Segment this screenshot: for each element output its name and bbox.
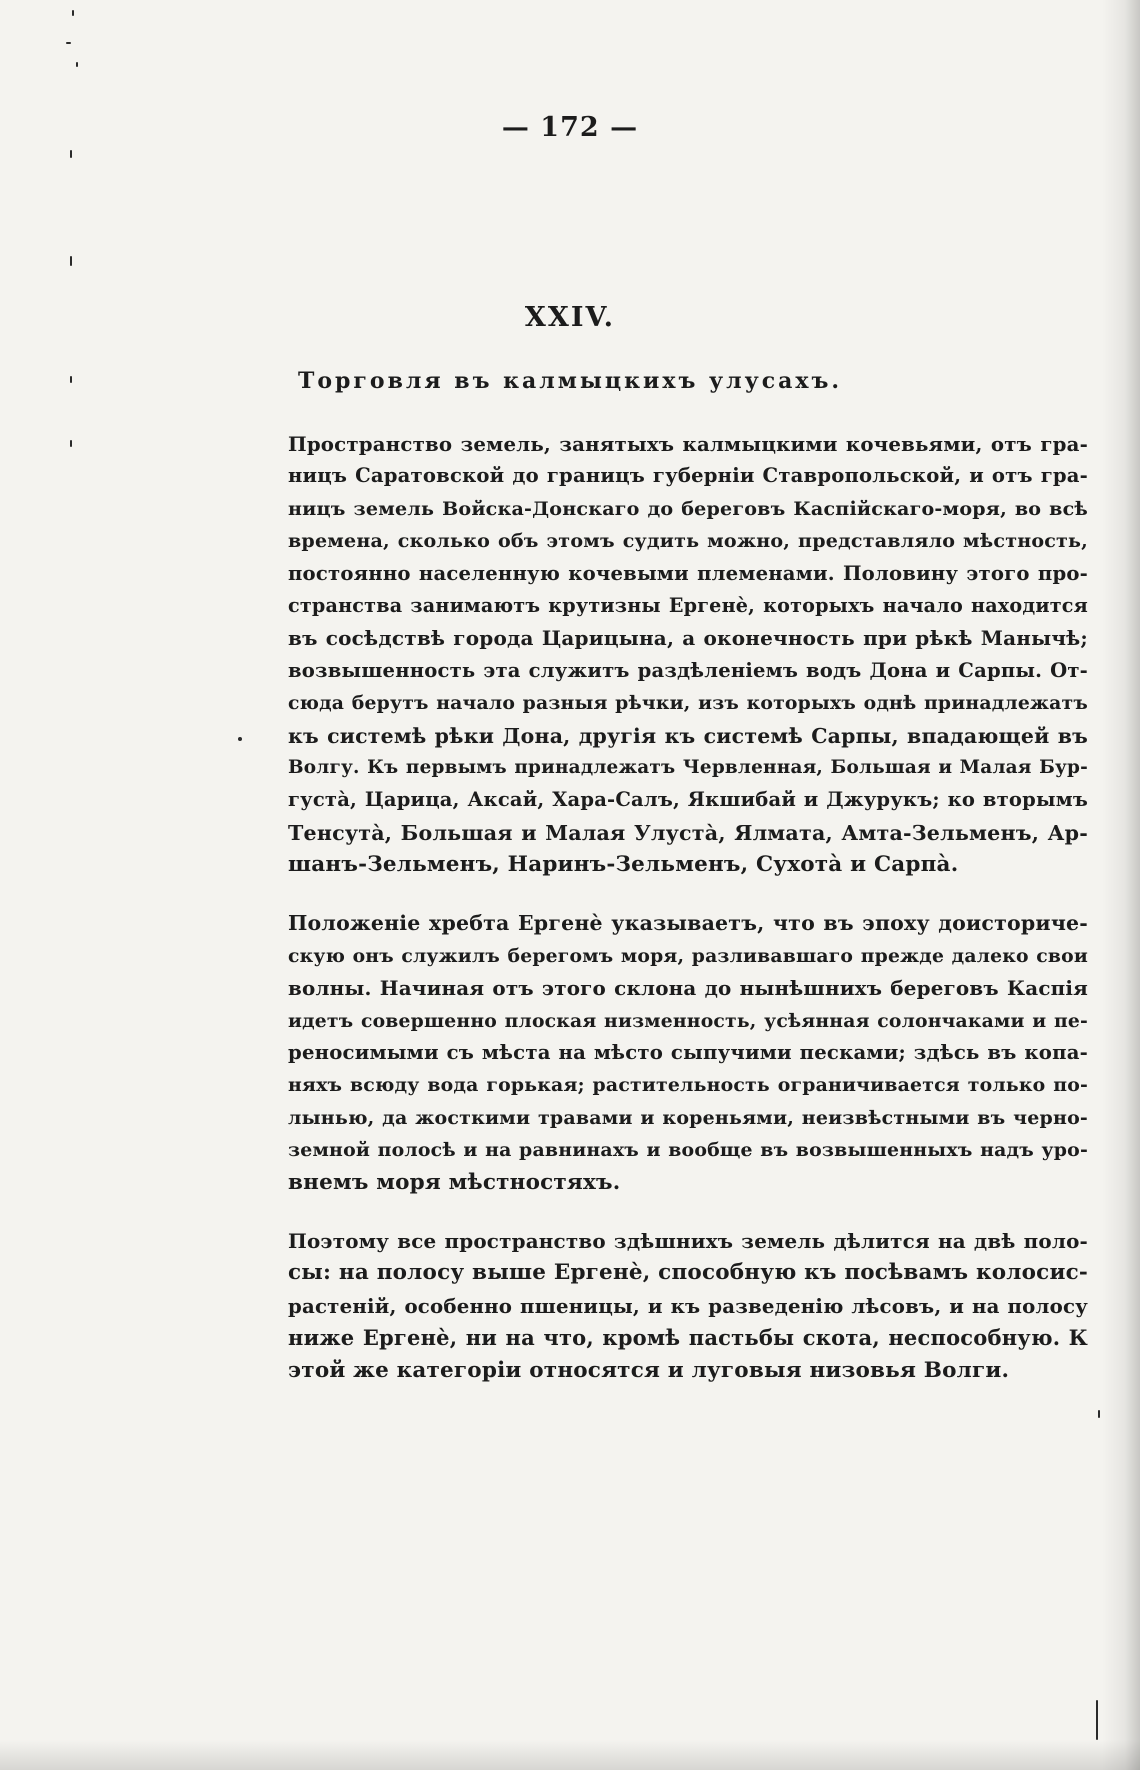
text-line: шанъ-Зельменъ, Наринъ-Зельменъ, Сухота̀ и Сарпа̀. bbox=[288, 852, 959, 878]
text-line: реносимыми съ мѣста на мѣсто сыпучими песками; здѣсь въ копа- bbox=[288, 1041, 1088, 1065]
paragraph-3 bbox=[288, 1225, 1088, 1387]
text-line: лынью, да жосткими травами и кореньями, неизвѣстными въ черно- bbox=[288, 1106, 1088, 1129]
text-line: растеній, особенно пшеницы, и къ разведенію лѣсовъ, и на полосу bbox=[288, 1293, 1088, 1318]
scan-speck bbox=[66, 42, 71, 44]
paragraph-1 bbox=[288, 428, 1088, 881]
page-bottom-shadow bbox=[0, 1740, 1140, 1770]
text-line: постоянно населенную кочевыми племенами. Половину этого про- bbox=[288, 561, 1088, 585]
text-line: сюда берутъ начало разныя рѣчки, изъ которыхъ однѣ принадлежатъ bbox=[288, 692, 1088, 715]
scan-speck bbox=[70, 440, 72, 447]
text-line: въ сосѣдствѣ города Царицына, а оконечность при рѣкѣ Манычѣ; bbox=[288, 626, 1088, 651]
text-line: сы: на полосу выше Ергенѐ, способную къ посѣвамъ колосис- bbox=[288, 1260, 1088, 1286]
text-line: Тенсута̀, Большая и Малая Улуста̀, Ялмата, Амта-Зельменъ, Ар- bbox=[288, 820, 1088, 845]
text-line: ниже Ергенѐ, ни на что, кромѣ пастьбы скота, неспособную. К bbox=[288, 1325, 1088, 1351]
scan-speck bbox=[238, 737, 242, 741]
text-line: Волгу. Къ первымъ принадлежатъ Червленная, Большая и Малая Бур- bbox=[288, 756, 1088, 778]
text-line: идетъ совершенно плоская низменность, усѣянная солончаками и пе- bbox=[288, 1009, 1088, 1032]
text-line: Пространство земель, занятыхъ калмыцкими кочевьями, отъ гра- bbox=[288, 432, 1088, 456]
text-line: няхъ всюду вода горькая; растительность ограничивается только по- bbox=[288, 1074, 1088, 1097]
scan-speck bbox=[1096, 1700, 1098, 1740]
text-line: ницъ Саратовской до границъ губерніи Ставропольской, и отъ гра- bbox=[288, 464, 1088, 488]
text-line: странства занимаютъ крутизны Ергенѐ, которыхъ начало находится bbox=[288, 593, 1088, 617]
scan-speck bbox=[1098, 1410, 1100, 1418]
scan-speck bbox=[76, 62, 78, 67]
page-edge-shadow bbox=[1102, 0, 1140, 1770]
text-line: возвышенность эта служитъ раздѣленіемъ водъ Дона и Сарпы. От- bbox=[288, 658, 1088, 682]
page-number: — 172 — bbox=[501, 112, 639, 143]
body-text bbox=[288, 428, 1088, 1413]
chapter-title: Торговля въ калмыцкихъ улусахъ. bbox=[297, 368, 843, 394]
text-line: ницъ земель Войска-Донскаго до береговъ Каспійскаго-моря, во всѣ bbox=[288, 497, 1088, 520]
text-line: времена, сколько объ этомъ судить можно, представляло мѣстность, bbox=[288, 530, 1088, 553]
text-line: къ системѣ рѣки Дона, другія къ системѣ Сарпы, впадающей въ bbox=[288, 723, 1088, 748]
text-line: волны. Начиная отъ этого склона до нынѣшнихъ береговъ Каспія bbox=[288, 976, 1088, 1001]
text-line: Поэтому все пространство здѣшнихъ земель дѣлится на двѣ поло- bbox=[288, 1228, 1088, 1253]
text-line: земной полосѣ и на равнинахъ и вообще въ возвышенныхъ надъ уро- bbox=[288, 1139, 1088, 1162]
text-line: этой же категоріи относятся и луговыя низовья Волги. bbox=[288, 1357, 1010, 1383]
text-line: густа̀, Царица, Аксай, Хара-Салъ, Якшибай и Джурукъ; ко вторымъ bbox=[288, 788, 1088, 812]
scan-speck bbox=[70, 150, 72, 158]
text-line: скую онъ служилъ берегомъ моря, разливавшаго прежде далеко свои bbox=[288, 944, 1088, 967]
text-line: внемъ моря мѣстностяхъ. bbox=[288, 1169, 621, 1195]
scan-speck bbox=[70, 256, 72, 266]
paragraph-2 bbox=[288, 907, 1088, 1199]
chapter-numeral: XXIV. bbox=[524, 302, 616, 333]
text-line: Положеніе хребта Ергенѐ указываетъ, что въ эпоху доисториче- bbox=[288, 911, 1088, 936]
scan-speck bbox=[72, 10, 74, 16]
